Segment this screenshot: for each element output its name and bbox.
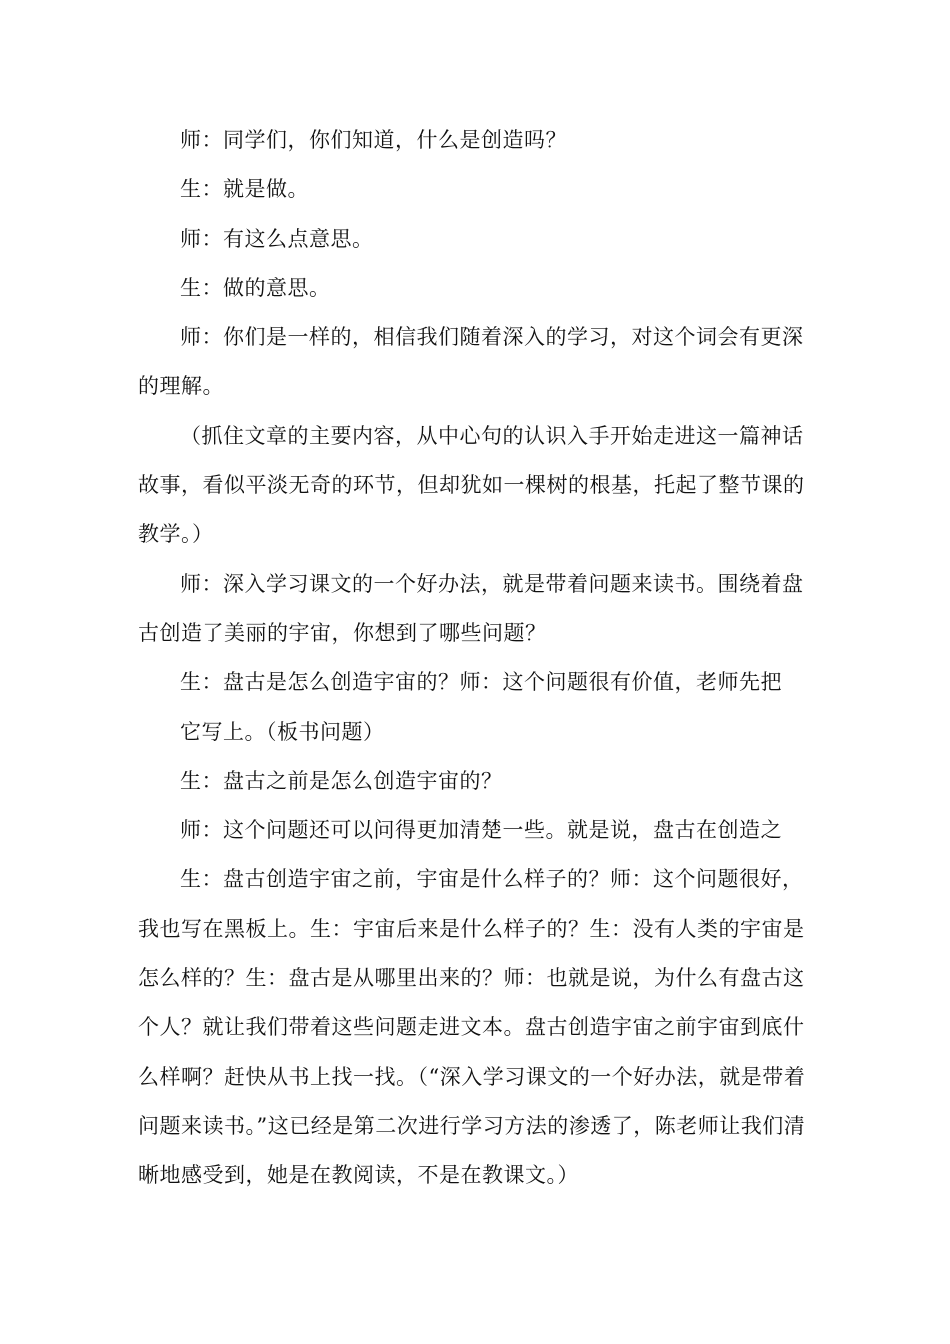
paragraph-commentary-1: （抓住文章的主要内容，从中心句的认识入手开始走进这一篇神话故事，看似平淡无奇的环节，但却犹如一棵树的根基，托起了整节课的教学。）: [138, 423, 805, 547]
paragraph-discussion-and-commentary: 生：盘古创造宇宙之前，宇宙是什么样子的？师：这个问题很好，我也写在黑板上。生：宇宙后来是什么样子的？生：没有人类的宇宙是怎么样的？生：盘古是从哪里出来的？师：也就是说，为什么有盘古这个人？就让我们带着这些问题走进文本。盘古创造宇宙之前宇宙到底什么样啊？赶快从书上找一找。（“深入学习课文的一个好办法，就是带着问题来读书。”这已经是第二次进行学习方法的渗透了，陈老师让我们清晰地感受到，她是在教阅读，不是在教课文。）: [138, 867, 806, 1188]
paragraph-student-answer-1: 生：就是做。: [180, 177, 309, 202]
document-body: [138, 116, 818, 1201]
paragraph-teacher-response-2: 师：你们是一样的，相信我们随着深入的学习，对这个词会有更深的理解。: [138, 325, 804, 399]
paragraph-teacher-clarify: 师：这个问题还可以问得更加清楚一些。就是说，盘古在创造之: [180, 818, 782, 843]
paragraph-teacher-method: 师：深入学习课文的一个好办法，就是带着问题来读书。围绕着盘古创造了美丽的宇宙，你想到了哪些问题？: [138, 571, 804, 645]
paragraph-student-question-1: 生：盘古是怎么创造宇宙的？师：这个问题很有价值，老师先把: [180, 670, 782, 695]
paragraph-teacher-question: 师：同学们，你们知道，什么是创造吗？: [180, 128, 567, 152]
paragraph-board-note: 它写上。（板书问题）: [180, 719, 385, 744]
paragraph-student-question-2: 生：盘古之前是怎么创造宇宙的？: [180, 768, 503, 793]
paragraph-teacher-response-1: 师：有这么点意思。: [180, 226, 374, 251]
paragraph-student-answer-2: 生：做的意思。: [180, 275, 331, 300]
